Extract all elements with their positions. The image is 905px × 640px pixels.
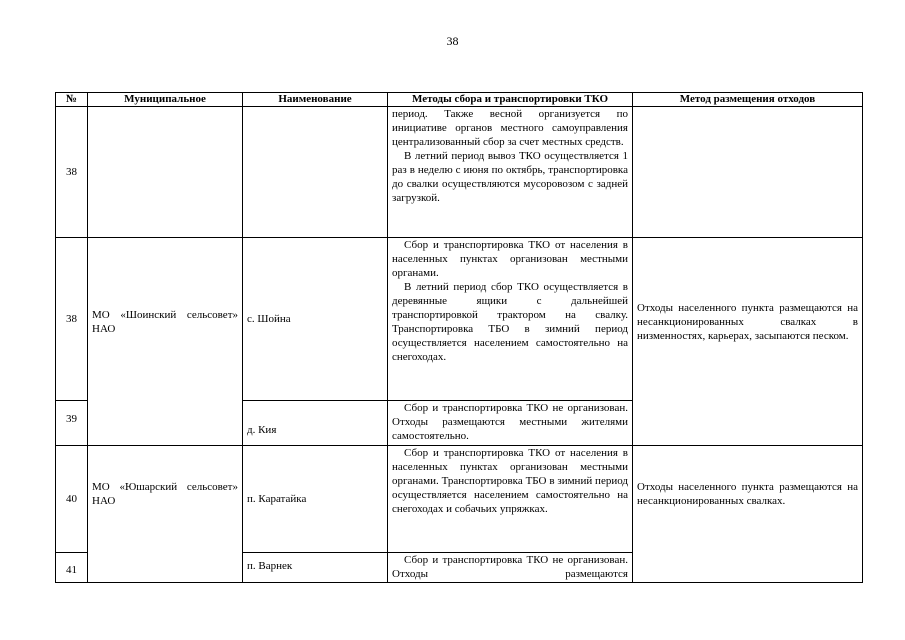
name-cell: п. Варнек	[243, 553, 388, 583]
table-row	[56, 446, 863, 553]
table-row	[56, 107, 863, 238]
methods-paragraph: Сбор и транспортировка ТКО не организован. Отходы размещаются местными жителями самостоятельно.	[392, 402, 628, 442]
header-row	[56, 93, 863, 107]
placement-cell: Отходы населенного пункта размещаются на несанкционированных свалках.	[633, 446, 863, 583]
placement-cell: Отходы населенного пункта размещаются на несанкционированных свалках в низменностях, карьерах, засыпаются песком.	[633, 238, 863, 446]
header-num: №	[56, 93, 88, 107]
methods-paragraph: Сбор и транспортировка ТКО от населения в населенных пунктах организован местными органами.	[392, 239, 628, 279]
row-number: 41	[56, 553, 88, 583]
methods-paragraph: период. Также весной организуется по инициативе органов местного самоуправления централизованный сбор за счет местных средств.	[392, 108, 628, 148]
header-municipality: Муниципальное	[88, 93, 243, 107]
waste-table	[55, 92, 863, 583]
header-placement: Метод размещения отходов	[633, 93, 863, 107]
page-number: 38	[446, 34, 459, 48]
table-row	[56, 238, 863, 401]
header-name: Наименование	[243, 93, 388, 107]
header-methods: Методы сбора и транспортировки ТКО	[388, 93, 633, 107]
row-number: 38	[56, 238, 88, 401]
name-cell	[243, 107, 388, 238]
row-number: 40	[56, 446, 88, 553]
row-number: 38	[56, 107, 88, 238]
municipality-cell: МО «Шоинский сельсовет» НАО	[88, 238, 243, 446]
methods-cell	[388, 446, 633, 553]
methods-cell	[388, 401, 633, 446]
name-cell: с. Шойна	[243, 238, 388, 401]
municipality-cell	[88, 107, 243, 238]
methods-paragraph: Сбор и транспортировка ТКО не организован. Отходы размещаются	[392, 554, 628, 580]
methods-cell	[388, 238, 633, 401]
placement-cell	[633, 107, 863, 238]
name-cell: д. Кия	[243, 401, 388, 446]
name-cell: п. Каратайка	[243, 446, 388, 553]
methods-paragraph: В летний период вывоз ТКО осуществляется 1 раз в неделю с июня по октябрь, транспортировка до свалки осуществляются мусоровозом с задней загрузкой.	[392, 150, 628, 204]
row-number: 39	[56, 401, 88, 446]
methods-cell	[388, 553, 633, 583]
methods-paragraph: Сбор и транспортировка ТКО от населения в населенных пунктах организован местными органами. Транспортировка ТБО в зимний период осуществляется населением самостоятельно на снегоходах и собачьих упряжках.	[392, 447, 628, 515]
municipality-cell: МО «Юшарский сельсовет» НАО	[88, 446, 243, 583]
methods-paragraph: В летний период сбор ТКО осуществляется в деревянные ящики с дальнейшей транспортировкой трактором на свалку. Транспортировка ТБО в зимний период осуществляется населением самостоятельно на снегоходах.	[392, 281, 628, 363]
methods-cell	[388, 107, 633, 238]
